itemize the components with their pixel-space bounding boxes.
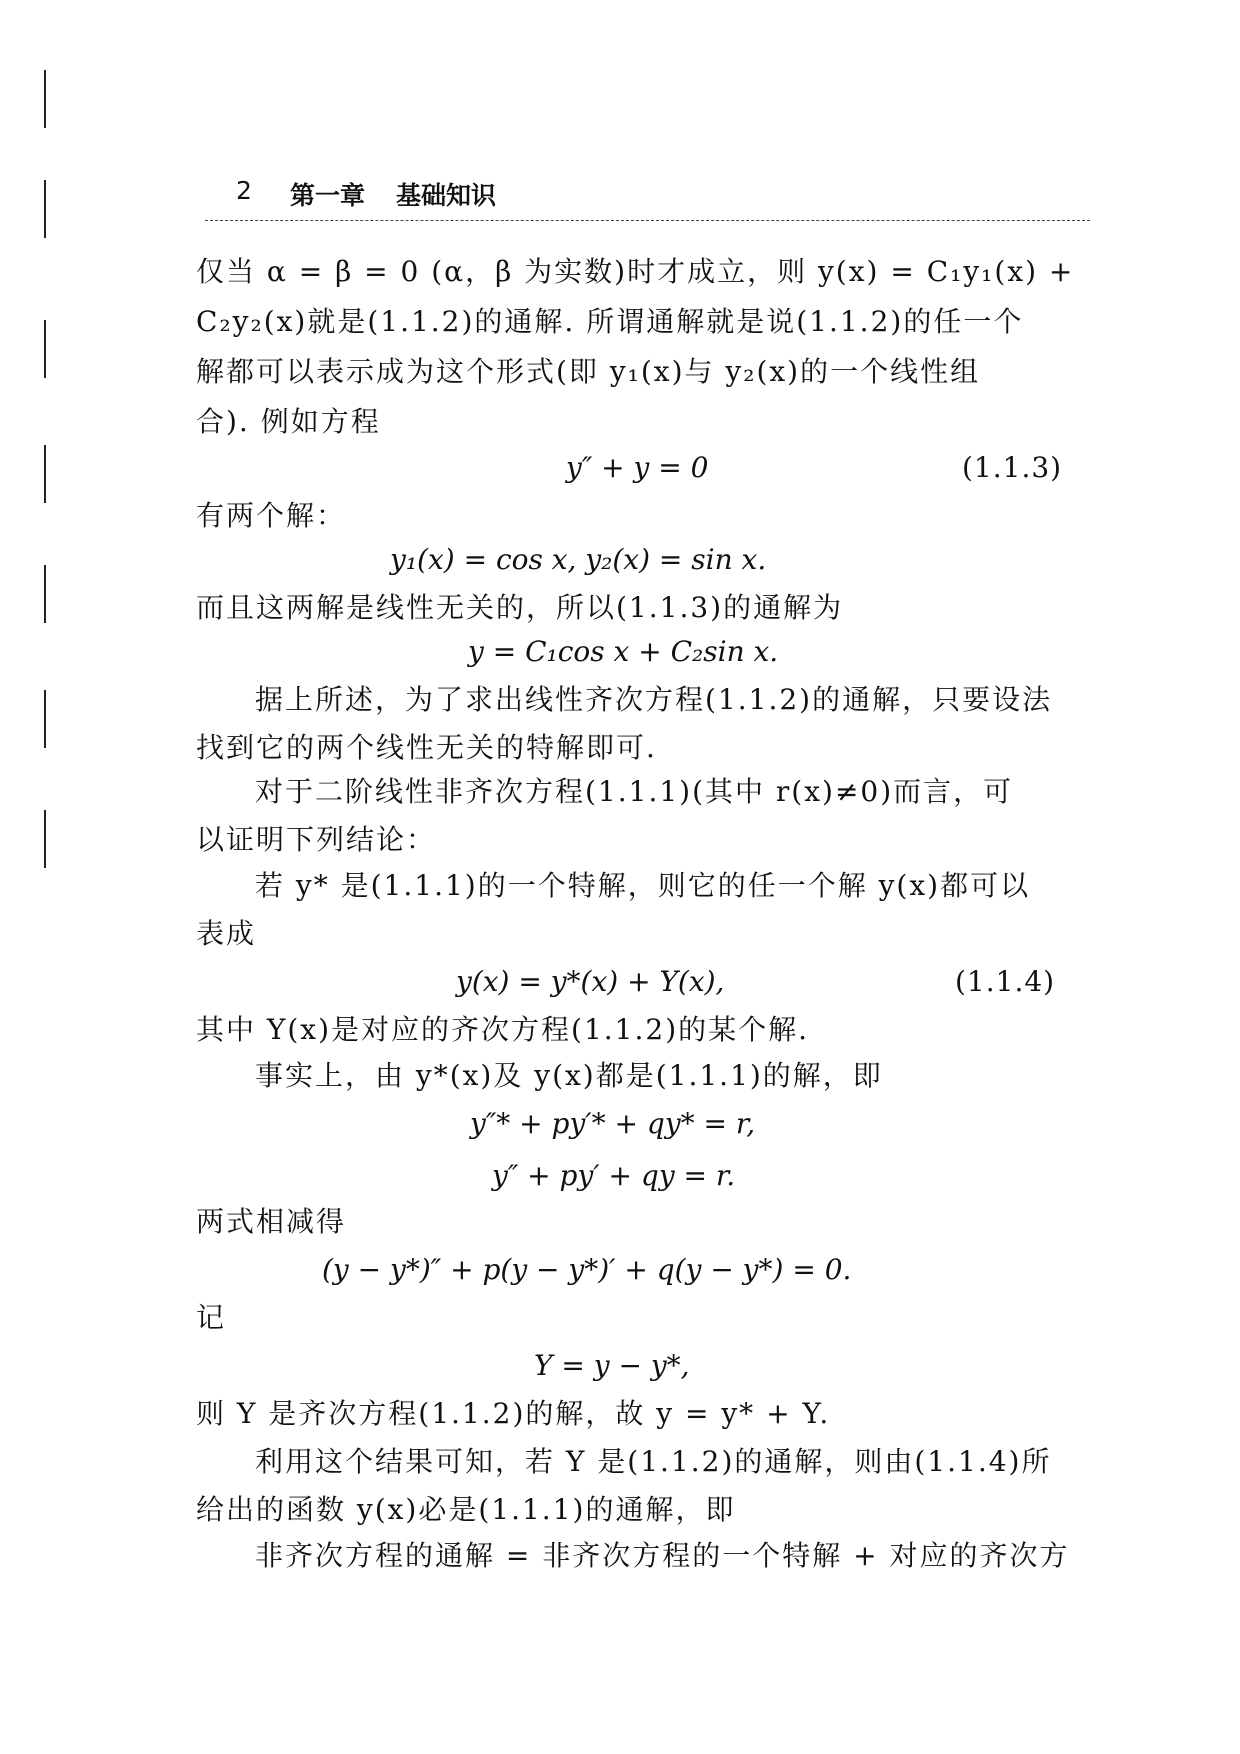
text-line: 非齐次方程的通解 = 非齐次方程的一个特解 + 对应的齐次方 (255, 1539, 1070, 1572)
text-line: 利用这个结果可知，若 Y 是(1.1.2)的通解，则由(1.1.4)所 (255, 1445, 1052, 1478)
text-line: 合). 例如方程 (196, 405, 381, 438)
scan-edge-mark (44, 810, 46, 868)
text-line: 则 Y 是齐次方程(1.1.2)的解，故 y = y* + Y. (196, 1397, 831, 1430)
text-line: 解都可以表示成为这个形式(即 y₁(x)与 y₂(x)的一个线性组 (196, 355, 981, 388)
running-header (208, 172, 1088, 212)
equation-difference: (y − y*)″ + p(y − y*)′ + q(y − y*) = 0. (322, 1253, 852, 1286)
scan-edge-mark (44, 70, 46, 128)
text-line: 两式相减得 (196, 1205, 347, 1238)
equation-1-1-4: y(x) = y*(x) + Y(x), (456, 965, 725, 998)
text-line: 记 (196, 1301, 227, 1334)
equation-define-y: Y = y − y*, (534, 1349, 690, 1382)
text-line: 给出的函数 y(x)必是(1.1.1)的通解，即 (196, 1493, 736, 1526)
text-line: 据上所述，为了求出线性齐次方程(1.1.2)的通解，只要设法 (255, 683, 1053, 716)
page-number: 2 (236, 176, 252, 205)
chapter-title: 基础知识 (396, 181, 497, 210)
scan-edge-mark (44, 445, 46, 503)
equation-solutions: y₁(x) = cos x, y₂(x) = sin x. (390, 543, 767, 576)
equation-1-1-3: y″ + y = 0 (566, 451, 709, 484)
text-line: 对于二阶线性非齐次方程(1.1.1)(其中 r(x)≠0)而言，可 (255, 775, 1014, 808)
chapter-label: 第一章 (290, 181, 366, 210)
scan-edge-mark (44, 180, 46, 238)
equation-label: (1.1.4) (955, 965, 1056, 998)
scan-edge-mark (44, 565, 46, 623)
header-rule (205, 220, 1090, 221)
equation-label: (1.1.3) (962, 451, 1063, 484)
text-line: 有两个解： (196, 499, 347, 532)
text-line: 表成 (196, 917, 257, 950)
text-line: 以证明下列结论： (196, 823, 437, 856)
text-line: 其中 Y(x)是对应的齐次方程(1.1.2)的某个解. (196, 1013, 810, 1046)
equation-full: y″ + py′ + qy = r. (492, 1159, 736, 1192)
text-line: 事实上，由 y*(x)及 y(x)都是(1.1.1)的解，即 (255, 1059, 883, 1092)
text-line: 若 y* 是(1.1.1)的一个特解，则它的任一个解 y(x)都可以 (255, 869, 1031, 902)
equation-general-solution: y = C₁cos x + C₂sin x. (468, 635, 779, 668)
text-line: C₂y₂(x)就是(1.1.2)的通解. 所谓通解就是说(1.1.2)的任一个 (196, 305, 1024, 338)
text-line: 仅当 α = β = 0 (α，β 为实数)时才成立，则 y(x) = C₁y₁(x) + (196, 255, 1075, 288)
scan-edge-mark (44, 690, 46, 748)
equation-particular: y″* + py′* + qy* = r, (470, 1107, 756, 1140)
text-line: 而且这两解是线性无关的，所以(1.1.3)的通解为 (196, 591, 844, 624)
text-line: 找到它的两个线性无关的特解即可. (196, 731, 657, 764)
scan-edge-mark (44, 320, 46, 378)
